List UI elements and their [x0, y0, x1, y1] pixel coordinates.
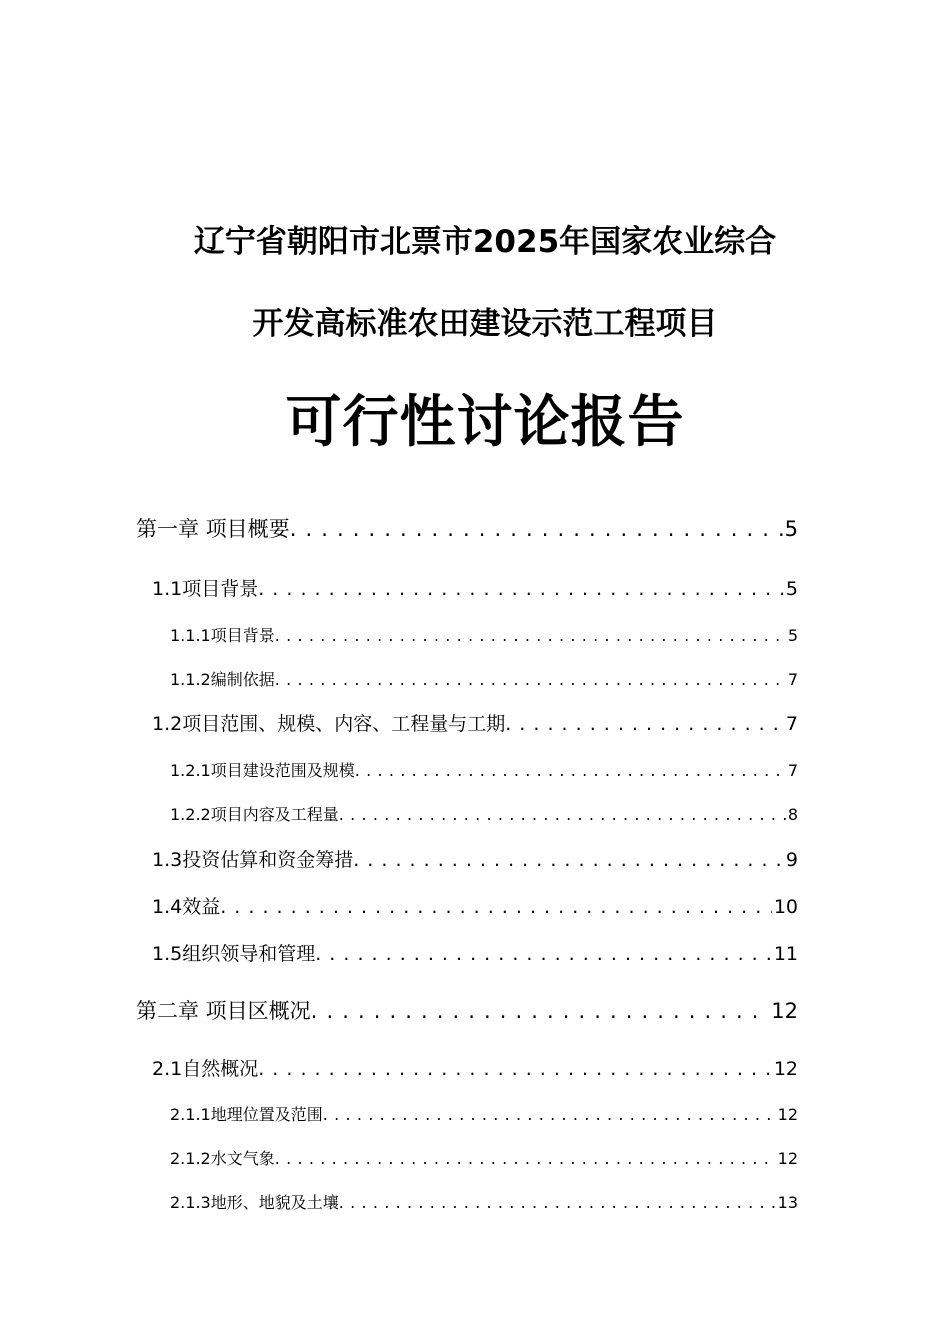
toc-page-number: 7 — [787, 761, 798, 780]
toc-entry-label: 2.1.1地理位置及范围 — [170, 1105, 323, 1124]
toc-leader-dots — [339, 805, 786, 824]
toc-page-number: 5 — [785, 578, 798, 600]
toc-leader-dots — [505, 713, 784, 735]
report-title-main: 可行性讨论报告 — [285, 390, 685, 455]
toc-page-number: 13 — [777, 1193, 798, 1212]
toc-entry-label: 第二章 项目区概况 — [136, 999, 311, 1023]
toc-entry-label: 1.3投资估算和资金筹措 — [152, 849, 354, 871]
toc-entry-label: 1.2.2项目内容及工程量 — [170, 805, 339, 824]
toc-entry[interactable] — [152, 939, 798, 966]
report-title-line-2: 开发高标准农田建设示范工程项目 — [252, 306, 718, 342]
toc-entry-label: 2.1.3地形、地貌及土壤 — [170, 1193, 339, 1212]
toc-entry[interactable] — [152, 709, 798, 736]
toc-entry-label: 1.1项目背景 — [152, 578, 259, 600]
toc-page-number: 12 — [777, 1105, 798, 1124]
toc-entry[interactable] — [170, 802, 798, 825]
toc-leader-dots — [275, 626, 786, 645]
toc-page-number: 12 — [771, 999, 798, 1023]
toc-leader-dots — [220, 896, 772, 918]
toc-entry[interactable] — [136, 513, 798, 543]
toc-entry[interactable] — [152, 845, 798, 872]
toc-entry[interactable] — [170, 758, 798, 781]
toc-page-number: 10 — [773, 896, 798, 918]
toc-entry-label: 2.1.2水文气象 — [170, 1149, 275, 1168]
toc-leader-dots — [311, 999, 770, 1023]
toc-page-number: 7 — [787, 670, 798, 689]
toc-leader-dots — [315, 943, 772, 965]
toc-entry-label: 1.2.1项目建设范围及规模 — [170, 761, 355, 780]
toc-leader-dots — [355, 761, 786, 780]
toc-page-number: 11 — [773, 943, 798, 965]
toc-entry-label: 1.1.1项目背景 — [170, 626, 275, 645]
toc-page-number: 12 — [777, 1149, 798, 1168]
toc-page-number: 12 — [773, 1058, 798, 1080]
toc-entry-label: 1.5组织领导和管理 — [152, 943, 316, 965]
toc-page-number: 7 — [785, 713, 798, 735]
toc-leader-dots — [353, 849, 784, 871]
toc-leader-dots — [290, 517, 783, 541]
toc-entry[interactable] — [170, 623, 798, 646]
toc-entry-label: 第一章 项目概要 — [136, 517, 290, 541]
toc-entry[interactable] — [152, 574, 798, 601]
toc-entry[interactable] — [152, 1054, 798, 1081]
toc-entry[interactable] — [170, 1190, 798, 1213]
toc-entry[interactable] — [170, 1102, 798, 1125]
toc-leader-dots — [258, 578, 784, 600]
toc-entry[interactable] — [170, 667, 798, 690]
toc-leader-dots — [323, 1105, 776, 1124]
toc-page-number: 5 — [784, 517, 798, 541]
toc-page-number: 8 — [787, 805, 798, 824]
toc-entry-label: 2.1自然概况 — [152, 1058, 259, 1080]
toc-entry-label: 1.4效益 — [152, 896, 221, 918]
toc-leader-dots — [275, 670, 786, 689]
toc-leader-dots — [339, 1193, 776, 1212]
toc-entry[interactable] — [136, 995, 798, 1025]
toc-entry-label: 1.2项目范围、规模、内容、工程量与工期 — [152, 713, 506, 735]
toc-entry[interactable] — [170, 1146, 798, 1169]
toc-page-number: 9 — [785, 849, 798, 871]
toc-leader-dots — [275, 1149, 776, 1168]
toc-entry-label: 1.1.2编制依据 — [170, 670, 275, 689]
report-title-line-1: 辽宁省朝阳市北票市2025年国家农业综合 — [193, 224, 777, 260]
toc-entry[interactable] — [152, 892, 798, 919]
toc-page-number: 5 — [787, 626, 798, 645]
toc-leader-dots — [258, 1058, 772, 1080]
